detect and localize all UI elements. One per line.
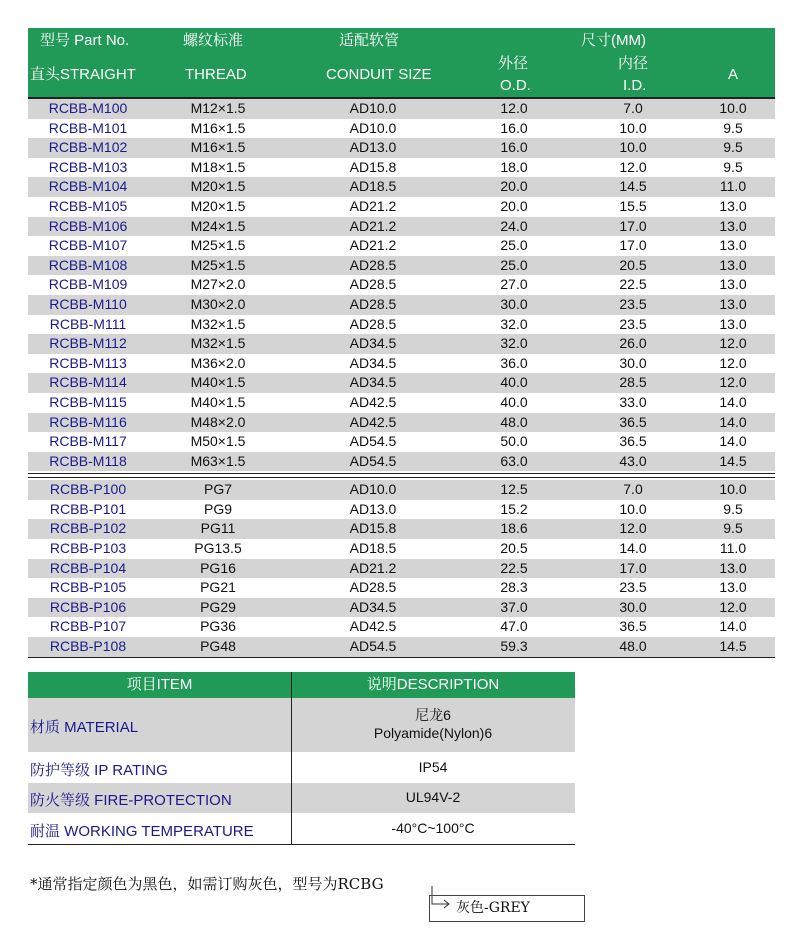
dimension-a-cell: 9.5 — [723, 139, 743, 156]
grey-callout-text: 灰色-GREY — [456, 900, 530, 916]
inner-diameter-cell: 12.0 — [619, 520, 647, 537]
header-dimension: 尺寸(MM) — [581, 32, 646, 49]
spec-table-header — [28, 28, 775, 97]
dimension-a-cell: 12.0 — [719, 374, 747, 391]
material-table — [28, 672, 575, 844]
inner-diameter-cell: 10.0 — [619, 119, 647, 136]
outer-diameter-cell: 48.0 — [500, 413, 528, 430]
conduit-size-cell: AD10.0 — [349, 119, 397, 136]
thread-cell: PG29 — [200, 598, 236, 615]
thread-cell: M16×1.5 — [190, 139, 246, 156]
thread-cell: PG7 — [203, 481, 232, 498]
inner-diameter-cell: 48.0 — [619, 638, 647, 655]
table-row — [28, 500, 775, 520]
inner-diameter-cell: 17.0 — [619, 237, 647, 254]
thread-cell: PG16 — [200, 559, 236, 576]
inner-diameter-cell: 17.0 — [619, 217, 647, 234]
outer-diameter-cell: 20.0 — [500, 197, 528, 214]
metric-thread-rows — [28, 99, 775, 471]
dimension-a-cell: 14.0 — [719, 618, 747, 635]
outer-diameter-cell: 12.0 — [500, 100, 528, 116]
outer-diameter-cell: 28.3 — [500, 579, 528, 596]
part-number-cell: RCBB-M109 — [48, 276, 128, 293]
part-number-cell: RCBB-P105 — [49, 579, 127, 596]
part-number-cell: RCBB-P101 — [49, 500, 127, 517]
ip-rating-value: IP54 — [418, 759, 448, 775]
header-a: A — [728, 66, 739, 83]
dimension-a-cell: 13.0 — [719, 276, 747, 293]
thread-cell: PG21 — [200, 579, 236, 596]
temperature-value: -40°C~100°C — [391, 820, 475, 836]
table-row — [28, 138, 775, 158]
table-row — [28, 373, 775, 393]
table-row — [28, 236, 775, 256]
inner-diameter-cell: 7.0 — [623, 481, 643, 498]
dimension-a-cell: 13.0 — [719, 197, 747, 214]
outer-diameter-cell: 12.5 — [500, 481, 528, 498]
dimension-a-cell: 13.0 — [719, 315, 747, 332]
dimension-a-cell: 9.5 — [723, 119, 743, 136]
outer-diameter-cell: 36.0 — [500, 354, 528, 371]
thread-cell: PG36 — [200, 618, 236, 635]
thread-cell: M32×1.5 — [190, 315, 246, 332]
table-row — [28, 256, 775, 276]
table-row — [28, 158, 775, 178]
thread-cell: M36×2.0 — [190, 354, 246, 371]
table-row — [28, 539, 775, 559]
table-bottom-rule — [28, 657, 775, 658]
header-od-en: O.D. — [500, 77, 531, 94]
part-number-cell: RCBB-M101 — [48, 119, 128, 136]
conduit-size-cell: AD28.5 — [349, 579, 397, 596]
part-number-cell: RCBB-M115 — [49, 393, 127, 410]
outer-diameter-cell: 37.0 — [500, 598, 528, 615]
part-number-cell: RCBB-M102 — [48, 139, 128, 156]
table-row — [28, 354, 775, 374]
header-thread-en: THREAD — [185, 66, 247, 83]
material-row — [28, 698, 575, 752]
part-number-cell: RCBB-M105 — [48, 197, 128, 214]
thread-cell: M25×1.5 — [190, 237, 246, 254]
conduit-size-cell: AD42.5 — [349, 618, 397, 635]
thread-cell: M18×1.5 — [190, 158, 246, 175]
conduit-size-cell: AD15.8 — [349, 158, 397, 175]
thread-cell: M63×1.5 — [190, 452, 246, 469]
outer-diameter-cell: 63.0 — [500, 452, 528, 469]
outer-diameter-cell: 30.0 — [500, 295, 528, 312]
dimension-a-cell: 11.0 — [719, 540, 747, 557]
dimension-a-cell: 13.0 — [719, 237, 747, 254]
part-number-cell: RCBB-P106 — [49, 598, 127, 615]
dimension-a-cell: 11.0 — [719, 178, 747, 195]
table-row — [28, 217, 775, 237]
thread-cell: M32×1.5 — [190, 335, 246, 352]
inner-diameter-cell: 14.5 — [619, 178, 647, 195]
outer-diameter-cell: 50.0 — [500, 433, 528, 450]
inner-diameter-cell: 36.5 — [619, 618, 647, 635]
dimension-a-cell: 14.0 — [719, 393, 747, 410]
outer-diameter-cell: 32.0 — [500, 335, 528, 352]
part-number-cell: RCBB-M112 — [49, 335, 127, 352]
conduit-size-cell: AD13.0 — [349, 139, 397, 156]
outer-diameter-cell: 32.0 — [500, 315, 528, 332]
conduit-size-cell: AD21.2 — [349, 197, 397, 214]
dimension-a-cell: 9.5 — [723, 158, 743, 175]
inner-diameter-cell: 30.0 — [619, 598, 647, 615]
temperature-label: 耐温 WORKING TEMPERATURE — [30, 823, 254, 840]
thread-cell: M20×1.5 — [190, 178, 246, 195]
conduit-size-cell: AD28.5 — [349, 276, 397, 293]
thread-cell: M40×1.5 — [190, 374, 246, 391]
dimension-a-cell: 14.0 — [719, 433, 747, 450]
part-number-cell: RCBB-M114 — [49, 374, 127, 391]
table-row — [28, 480, 775, 500]
inner-diameter-cell: 12.0 — [619, 158, 647, 175]
thread-cell: M12×1.5 — [190, 100, 246, 116]
dimension-a-cell: 9.5 — [723, 500, 743, 517]
table-row — [28, 393, 775, 413]
part-number-cell: RCBB-M107 — [48, 237, 128, 254]
conduit-size-cell: AD13.0 — [349, 500, 397, 517]
table-row — [28, 637, 775, 657]
table-row — [28, 519, 775, 539]
header-straight: 直头STRAIGHT — [30, 66, 136, 83]
conduit-size-cell: AD28.5 — [349, 295, 397, 312]
thread-cell: M48×2.0 — [190, 413, 246, 430]
thread-cell: PG48 — [200, 638, 236, 655]
ip-rating-row — [28, 752, 575, 783]
header-thread-cn: 螺纹标准 — [183, 32, 244, 49]
fire-protection-value: UL94V-2 — [405, 789, 461, 805]
dimension-a-cell: 13.0 — [719, 559, 747, 576]
table-row — [28, 275, 775, 295]
conduit-size-cell: AD21.2 — [349, 217, 397, 234]
inner-diameter-cell: 23.5 — [619, 579, 647, 596]
inner-diameter-cell: 26.0 — [619, 335, 647, 352]
outer-diameter-cell: 18.6 — [500, 520, 528, 537]
header-conduit-cn: 适配软管 — [339, 32, 400, 49]
inner-diameter-cell: 23.5 — [619, 315, 647, 332]
part-number-cell: RCBB-P100 — [49, 481, 127, 498]
thread-cell: PG11 — [200, 520, 236, 537]
outer-diameter-cell: 47.0 — [500, 618, 528, 635]
part-number-cell: RCBB-M110 — [49, 295, 127, 312]
dimension-a-cell: 13.0 — [719, 256, 747, 273]
dimension-a-cell: 10.0 — [719, 481, 747, 498]
conduit-size-cell: AD21.2 — [349, 237, 397, 254]
outer-diameter-cell: 27.0 — [500, 276, 528, 293]
fire-protection-row — [28, 783, 575, 813]
conduit-size-cell: AD15.8 — [349, 520, 397, 537]
outer-diameter-cell: 16.0 — [500, 139, 528, 156]
dimension-a-cell: 13.0 — [719, 295, 747, 312]
conduit-size-cell: AD18.5 — [349, 540, 397, 557]
header-conduit-en: CONDUIT SIZE — [326, 66, 432, 83]
dimension-a-cell: 10.0 — [719, 100, 747, 116]
material-label: 材质 MATERIAL — [30, 719, 139, 736]
item-header: 项目ITEM — [126, 676, 193, 693]
table-row — [28, 99, 775, 119]
dimension-a-cell: 13.0 — [719, 579, 747, 596]
part-number-cell: RCBB-M116 — [49, 413, 127, 430]
part-number-cell: RCBB-M103 — [48, 158, 128, 175]
temperature-row — [28, 813, 575, 844]
conduit-size-cell: AD54.5 — [349, 433, 397, 450]
thread-cell: M40×1.5 — [190, 393, 246, 410]
inner-diameter-cell: 36.5 — [619, 413, 647, 430]
inner-diameter-cell: 23.5 — [619, 295, 647, 312]
thread-cell: M20×1.5 — [190, 197, 246, 214]
conduit-size-cell: AD34.5 — [349, 374, 397, 391]
inner-diameter-cell: 10.0 — [619, 500, 647, 517]
dimension-a-cell: 14.0 — [719, 413, 747, 430]
header-od-cn: 外径 — [498, 55, 529, 72]
inner-diameter-cell: 7.0 — [623, 100, 643, 116]
table-row — [28, 559, 775, 579]
inner-diameter-cell: 17.0 — [619, 559, 647, 576]
dimension-a-cell: 13.0 — [719, 217, 747, 234]
inner-diameter-cell: 33.0 — [619, 393, 647, 410]
table-row — [28, 598, 775, 618]
dimension-a-cell: 9.5 — [723, 520, 743, 537]
header-id-cn: 内径 — [618, 55, 649, 72]
part-number-cell: RCBB-P104 — [49, 559, 127, 576]
inner-diameter-cell: 30.0 — [619, 354, 647, 371]
conduit-size-cell: AD21.2 — [349, 559, 397, 576]
outer-diameter-cell: 40.0 — [500, 374, 528, 391]
part-number-cell: RCBB-P108 — [49, 638, 127, 655]
table-row — [28, 578, 775, 598]
grey-callout-box — [429, 895, 585, 922]
dimension-a-cell: 12.0 — [719, 335, 747, 352]
inner-diameter-cell: 36.5 — [619, 433, 647, 450]
fire-protection-label: 防火等级 FIRE-PROTECTION — [30, 792, 232, 809]
part-number-cell: RCBB-M100 — [48, 100, 128, 116]
conduit-size-cell: AD28.5 — [349, 315, 397, 332]
inner-diameter-cell: 43.0 — [619, 452, 647, 469]
part-number-cell: RCBB-M117 — [49, 433, 127, 450]
table-row — [28, 295, 775, 315]
inner-diameter-cell: 10.0 — [619, 139, 647, 156]
conduit-size-cell: AD34.5 — [349, 354, 397, 371]
thread-cell: M30×2.0 — [190, 295, 246, 312]
conduit-size-cell: AD18.5 — [349, 178, 397, 195]
conduit-size-cell: AD34.5 — [349, 598, 397, 615]
thread-cell: M27×2.0 — [190, 276, 246, 293]
part-number-cell: RCBB-M106 — [48, 217, 128, 234]
dimension-a-cell: 14.5 — [719, 452, 747, 469]
table-row — [28, 197, 775, 217]
conduit-size-cell: AD54.5 — [349, 638, 397, 655]
header-part-no: 型号 Part No. — [40, 32, 130, 49]
thread-cell: M16×1.5 — [190, 119, 246, 136]
outer-diameter-cell: 16.0 — [500, 119, 528, 136]
description-header: 说明DESCRIPTION — [366, 676, 500, 693]
conduit-size-cell: AD10.0 — [349, 481, 397, 498]
material-value-cn: 尼龙6 — [415, 707, 451, 723]
table-row — [28, 119, 775, 139]
conduit-size-cell: AD34.5 — [349, 335, 397, 352]
material-table-header — [28, 672, 575, 698]
outer-diameter-cell: 59.3 — [500, 638, 528, 655]
conduit-size-cell: AD54.5 — [349, 452, 397, 469]
part-number-cell: RCBB-M108 — [48, 256, 128, 273]
dimension-a-cell: 12.0 — [719, 354, 747, 371]
outer-diameter-cell: 40.0 — [500, 393, 528, 410]
inner-diameter-cell: 14.0 — [619, 540, 647, 557]
table-row — [28, 413, 775, 433]
table-row — [28, 452, 775, 472]
thread-cell: PG9 — [203, 500, 232, 517]
column-divider — [291, 672, 292, 844]
outer-diameter-cell: 15.2 — [500, 500, 528, 517]
outer-diameter-cell: 18.0 — [500, 158, 528, 175]
thread-cell: M25×1.5 — [190, 256, 246, 273]
part-number-cell: RCBB-P103 — [49, 540, 127, 557]
header-id-en: I.D. — [623, 77, 647, 94]
inner-diameter-cell: 28.5 — [619, 374, 647, 391]
inner-diameter-cell: 22.5 — [619, 276, 647, 293]
dimension-a-cell: 12.0 — [719, 598, 747, 615]
part-number-cell: RCBB-P102 — [49, 520, 127, 537]
ip-rating-label: 防护等级 IP RATING — [30, 762, 168, 779]
part-number-cell: RCBB-M111 — [49, 315, 127, 332]
conduit-size-cell: AD10.0 — [349, 100, 397, 116]
thread-cell: M50×1.5 — [190, 433, 246, 450]
material-bottom-rule — [28, 844, 575, 845]
color-note: *通常指定颜色为黑色，如需订购灰色，型号为RCBG — [30, 875, 384, 893]
outer-diameter-cell: 25.0 — [500, 237, 528, 254]
pg-thread-rows — [28, 480, 775, 656]
part-number-cell: RCBB-M113 — [49, 354, 127, 371]
table-row — [28, 334, 775, 354]
conduit-size-cell: AD28.5 — [349, 256, 397, 273]
outer-diameter-cell: 22.5 — [500, 559, 528, 576]
part-number-cell: RCBB-M104 — [48, 178, 128, 195]
material-value-en: Polyamide(Nylon)6 — [373, 725, 493, 741]
outer-diameter-cell: 20.5 — [500, 540, 528, 557]
outer-diameter-cell: 25.0 — [500, 256, 528, 273]
table-row — [28, 177, 775, 197]
thread-cell: PG13.5 — [194, 540, 242, 557]
section-divider — [28, 473, 775, 478]
dimension-a-cell: 14.5 — [719, 638, 747, 655]
table-row — [28, 432, 775, 452]
table-row — [28, 315, 775, 335]
outer-diameter-cell: 24.0 — [500, 217, 528, 234]
table-row — [28, 617, 775, 637]
outer-diameter-cell: 20.0 — [500, 178, 528, 195]
conduit-size-cell: AD42.5 — [349, 393, 397, 410]
thread-cell: M24×1.5 — [190, 217, 246, 234]
part-number-cell: RCBB-M118 — [49, 452, 127, 469]
part-number-cell: RCBB-P107 — [49, 618, 127, 635]
inner-diameter-cell: 15.5 — [619, 197, 647, 214]
spec-table — [28, 28, 775, 658]
conduit-size-cell: AD42.5 — [349, 413, 397, 430]
inner-diameter-cell: 20.5 — [619, 256, 647, 273]
